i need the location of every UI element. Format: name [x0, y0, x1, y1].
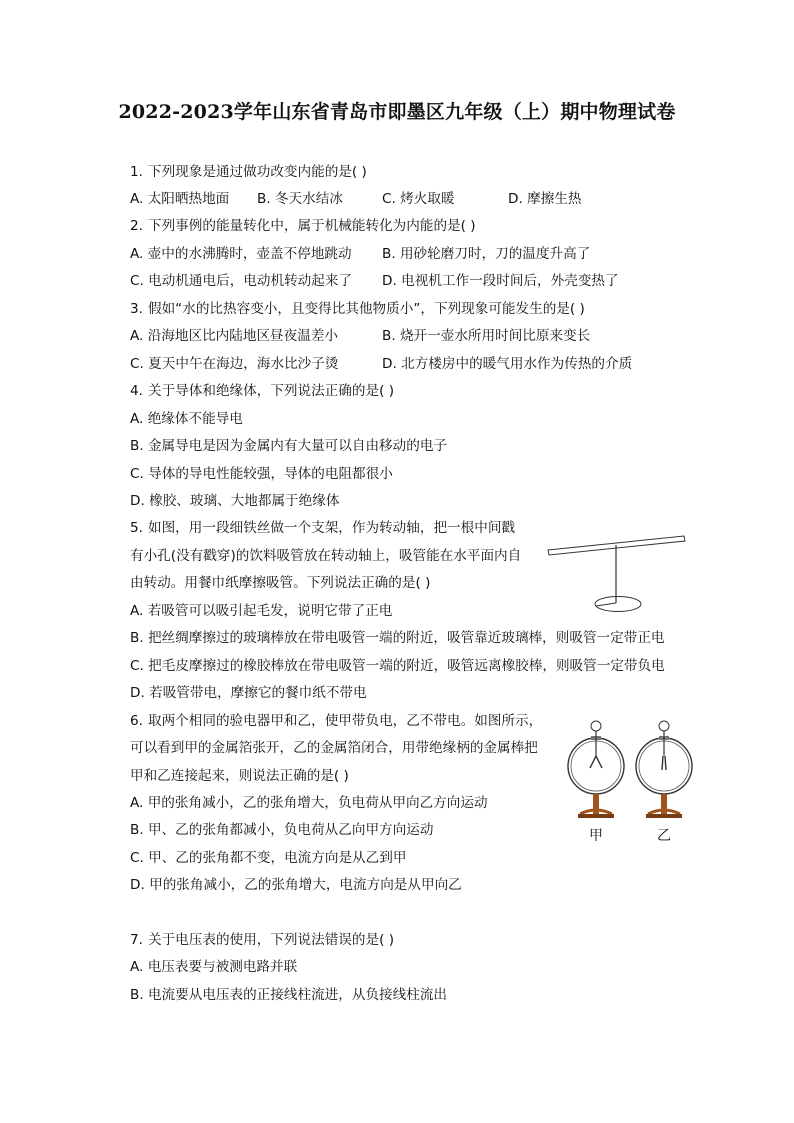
- question-4-option-a: A. 绝缘体不能导电: [130, 411, 243, 427]
- question-7-option-b: B. 电流要从电压表的正接线柱流进，从负接线柱流出: [130, 987, 448, 1003]
- question-number: 1.: [130, 164, 143, 180]
- question-5-stem-line-3: 由转动。用餐巾纸摩擦吸管。下列说法正确的是( ): [130, 575, 431, 591]
- question-number: 7.: [130, 932, 143, 948]
- question-3-stem: 3. 假如“水的比热容变小，且变得比其他物质小”，下列现象可能发生的是( ): [130, 301, 585, 317]
- label-yi: 乙: [657, 828, 671, 844]
- question-3-option-b: B. 烧开一壶水所用时间比原来变长: [382, 328, 591, 344]
- question-number: 4.: [130, 383, 143, 399]
- question-number: 5.: [130, 520, 143, 536]
- question-4-option-d: D. 橡胶、玻璃、大地都属于绝缘体: [130, 493, 340, 509]
- question-3-option-d: D. 北方楼房中的暖气用水作为传热的介质: [382, 356, 633, 372]
- question-1-stem: 1. 下列现象是通过做功改变内能的是( ): [130, 164, 367, 180]
- electroscopes-figure: [562, 716, 702, 846]
- question-number: 6.: [130, 713, 143, 729]
- question-6-option-d: D. 甲的张角减小，乙的张角增大，电流方向是从甲向乙: [130, 877, 462, 893]
- question-5-option-b: B. 把丝绸摩擦过的玻璃棒放在带电吸管一端的附近，吸管靠近玻璃棒，则吸管一定带正电: [130, 630, 665, 646]
- question-number: 3.: [130, 301, 143, 317]
- straw-pivot-figure: [544, 528, 689, 618]
- question-7-option-a: A. 电压表要与被测电路并联: [130, 959, 298, 975]
- page-title: 2022-2023学年山东省青岛市即墨区九年级（上）期中物理试卷: [118, 101, 676, 123]
- question-6-stem: 6. 取两个相同的验电器甲和乙，使甲带负电，乙不带电。如图所示，: [130, 713, 543, 729]
- question-3-option-c: C. 夏天中午在海边，海水比沙子烫: [130, 356, 339, 372]
- question-6-option-b: B. 甲、乙的张角都减小，负电荷从乙向甲方向运动: [130, 822, 434, 838]
- question-5-option-c: C. 把毛皮摩擦过的橡胶棒放在带电吸管一端的附近，吸管远离橡胶棒，则吸管一定带负电: [130, 658, 665, 674]
- question-1-option-b: B. 冬天水结冰: [257, 191, 343, 207]
- question-4-option-b: B. 金属导电是因为金属内有大量可以自由移动的电子: [130, 438, 448, 454]
- question-6-stem-line-2: 可以看到甲的金属箔张开，乙的金属箔闭合，用带绝缘柄的金属棒把: [130, 740, 538, 756]
- label-jia: 甲: [589, 828, 603, 844]
- question-6-option-a: A. 甲的张角减小，乙的张角增大，负电荷从甲向乙方向运动: [130, 795, 488, 811]
- question-1-option-d: D. 摩擦生热: [508, 191, 582, 207]
- question-2-stem: 2. 下列事例的能量转化中，属于机械能转化为内能的是( ): [130, 218, 476, 234]
- question-2-option-b: B. 用砂轮磨刀时，刀的温度升高了: [382, 246, 591, 262]
- metal-foil-closed: [662, 756, 663, 770]
- question-3-option-a: A. 沿海地区比内陆地区昼夜温差小: [130, 328, 339, 344]
- question-4-stem: 4. 关于导体和绝缘体，下列说法正确的是( ): [130, 383, 395, 399]
- question-5-option-d: D. 若吸管带电，摩擦它的餐巾纸不带电: [130, 685, 367, 701]
- question-6-stem-line-3: 甲和乙连接起来，则说法正确的是( ): [130, 768, 349, 784]
- question-2-option-a: A. 壶中的水沸腾时，壶盖不停地跳动: [130, 246, 352, 262]
- question-4-option-c: C. 导体的导电性能较强，导体的电阻都很小: [130, 466, 393, 482]
- question-1-option-c: C. 烤火取暖: [382, 191, 455, 207]
- question-2-option-d: D. 电视机工作一段时间后，外壳变热了: [382, 273, 619, 289]
- electroscope-yi: [636, 721, 692, 818]
- question-5-option-a: A. 若吸管可以吸引起毛发，说明它带了正电: [130, 603, 393, 619]
- question-7-stem: 7. 关于电压表的使用，下列说法错误的是( ): [130, 932, 395, 948]
- question-2-option-c: C. 电动机通电后，电动机转动起来了: [130, 273, 353, 289]
- question-5-stem: 5. 如图，用一段细铁丝做一个支架，作为转动轴，把一根中间戳: [130, 520, 516, 536]
- question-6-option-c: C. 甲、乙的张角都不变，电流方向是从乙到甲: [130, 850, 407, 866]
- question-number: 2.: [130, 218, 143, 234]
- question-1-option-a: A. 太阳晒热地面: [130, 191, 230, 207]
- wire-base-ring: [595, 597, 641, 612]
- question-5-stem-line-2: 有小孔(没有戳穿)的饮料吸管放在转动轴上，吸管能在水平面内自: [130, 548, 522, 564]
- electroscope-jia: [568, 721, 624, 818]
